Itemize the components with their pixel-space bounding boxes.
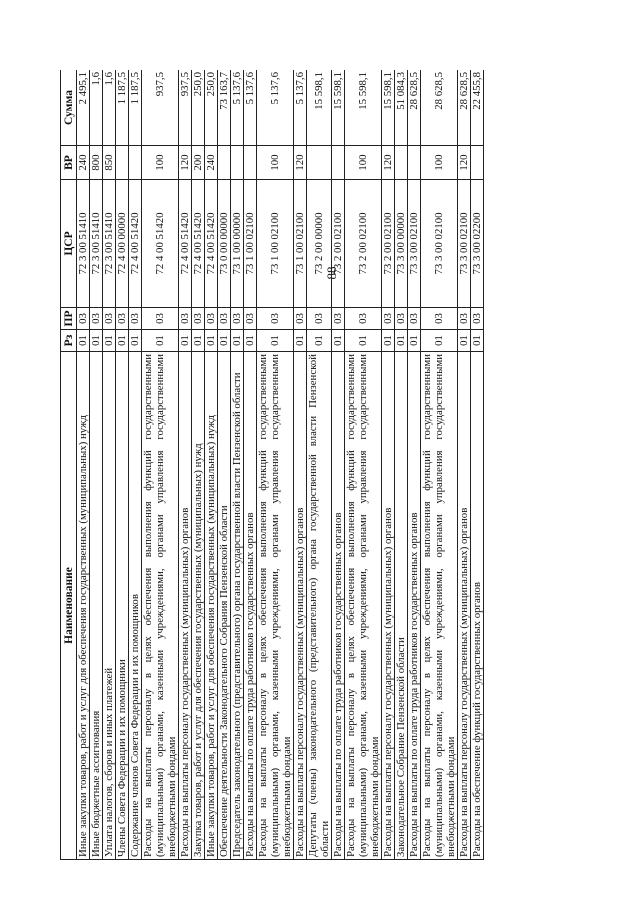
row-vr: 850 bbox=[103, 146, 116, 180]
row-csr: 72 3 00 51410 bbox=[90, 180, 103, 308]
row-vr bbox=[471, 146, 484, 180]
table-row bbox=[471, 70, 484, 860]
row-sum: 73 163,7 bbox=[218, 70, 231, 146]
row-pr: 03 bbox=[382, 308, 395, 330]
row-name: Иные закупки товаров, работ и услуг для обеспечения государственных (муниципальных) нужд bbox=[205, 352, 218, 860]
row-csr: 73 3 00 02100 bbox=[408, 180, 421, 308]
row-pr: 03 bbox=[205, 308, 218, 330]
row-vr: 200 bbox=[192, 146, 205, 180]
row-pr: 03 bbox=[116, 308, 129, 330]
row-name: Законодательное Собрание Пензенской области bbox=[395, 352, 408, 860]
row-name: Иные бюджетные ассигнования bbox=[90, 352, 103, 860]
table-rotation bbox=[60, 70, 560, 860]
row-vr bbox=[408, 146, 421, 180]
row-rz: 01 bbox=[458, 330, 471, 352]
row-name: Расходы на обеспечение функций государственных органов bbox=[471, 352, 484, 860]
row-rz: 01 bbox=[307, 330, 332, 352]
row-rz: 01 bbox=[421, 330, 458, 352]
row-sum: 1,6 bbox=[103, 70, 116, 146]
row-name: Расходы на выплаты по оплате труда работников государственных органов bbox=[244, 352, 257, 860]
row-rz: 01 bbox=[345, 330, 382, 352]
table-row bbox=[116, 70, 129, 860]
row-name: Расходы на выплаты персоналу в целях обеспечения выполнения функций государственными (муниципальными) органами, казенными учреждениями, органами управления государственными внебюджетными фондами bbox=[257, 352, 294, 860]
row-csr: 73 0 00 00000 bbox=[218, 180, 231, 308]
table-header-row bbox=[61, 70, 77, 860]
row-vr: 100 bbox=[345, 146, 382, 180]
row-rz: 01 bbox=[192, 330, 205, 352]
row-pr: 03 bbox=[231, 308, 244, 330]
row-rz: 01 bbox=[179, 330, 192, 352]
row-pr: 03 bbox=[192, 308, 205, 330]
row-sum: 15 598,1 bbox=[382, 70, 395, 146]
row-name: Иные закупки товаров, работ и услуг для обеспечения государственных (муниципальных) нужд bbox=[77, 352, 90, 860]
table-row bbox=[192, 70, 205, 860]
row-sum: 1,6 bbox=[90, 70, 103, 146]
row-rz: 01 bbox=[231, 330, 244, 352]
table-row bbox=[77, 70, 90, 860]
row-vr bbox=[218, 146, 231, 180]
row-csr: 72 3 00 51410 bbox=[77, 180, 90, 308]
row-vr: 120 bbox=[382, 146, 395, 180]
row-name: Расходы на выплаты персоналу государственных (муниципальных) органов bbox=[179, 352, 192, 860]
table-row bbox=[103, 70, 116, 860]
row-rz: 01 bbox=[471, 330, 484, 352]
table-row bbox=[231, 70, 244, 860]
row-csr: 73 2 00 00000 bbox=[307, 180, 332, 308]
row-rz: 01 bbox=[77, 330, 90, 352]
row-sum: 937,5 bbox=[142, 70, 179, 146]
row-csr: 73 2 00 02100 bbox=[332, 180, 345, 308]
row-pr: 03 bbox=[332, 308, 345, 330]
row-rz: 01 bbox=[129, 330, 142, 352]
row-csr: 72 4 00 00000 bbox=[116, 180, 129, 308]
row-sum: 5 137,6 bbox=[244, 70, 257, 146]
row-rz: 01 bbox=[257, 330, 294, 352]
row-sum: 937,5 bbox=[179, 70, 192, 146]
row-rz: 01 bbox=[116, 330, 129, 352]
row-csr: 73 1 00 02100 bbox=[294, 180, 307, 308]
row-name: Расходы на выплаты персоналу государственных (муниципальных) органов bbox=[382, 352, 395, 860]
table-row bbox=[257, 70, 294, 860]
row-sum: 250,0 bbox=[205, 70, 218, 146]
row-sum: 15 598,1 bbox=[332, 70, 345, 146]
row-pr: 03 bbox=[129, 308, 142, 330]
row-vr bbox=[231, 146, 244, 180]
row-name: Уплата налогов, сборов и иных платежей bbox=[103, 352, 116, 860]
row-rz: 01 bbox=[205, 330, 218, 352]
row-vr bbox=[332, 146, 345, 180]
row-pr: 03 bbox=[421, 308, 458, 330]
row-pr: 03 bbox=[408, 308, 421, 330]
row-name: Расходы на выплаты персоналу в целях обеспечения выполнения функций государственными (муниципальными) органами, казенными учреждениями, органами управления государственными внебюджетными фондами bbox=[142, 352, 179, 860]
row-sum: 1 187,5 bbox=[116, 70, 129, 146]
row-csr: 73 1 00 02100 bbox=[257, 180, 294, 308]
row-vr: 240 bbox=[77, 146, 90, 180]
row-sum: 1 187,5 bbox=[129, 70, 142, 146]
row-name: Расходы на выплаты персоналу государственных (муниципальных) органов bbox=[458, 352, 471, 860]
header-name: Наименование bbox=[61, 352, 77, 860]
table-row bbox=[332, 70, 345, 860]
row-sum: 28 628,5 bbox=[458, 70, 471, 146]
table-row bbox=[90, 70, 103, 860]
table-row bbox=[395, 70, 408, 860]
table-row bbox=[458, 70, 471, 860]
row-vr: 120 bbox=[294, 146, 307, 180]
page-number: 88 bbox=[324, 266, 339, 280]
row-vr bbox=[244, 146, 257, 180]
row-csr: 73 1 00 02100 bbox=[244, 180, 257, 308]
row-name: Председатель законодательного (представительного) органа государственной власти Пензенской области bbox=[231, 352, 244, 860]
row-pr: 03 bbox=[103, 308, 116, 330]
row-name: Закупка товаров, работ и услуг для обеспечения государственных (муниципальных) нужд bbox=[192, 352, 205, 860]
row-vr: 120 bbox=[179, 146, 192, 180]
row-csr: 72 3 00 51410 bbox=[103, 180, 116, 308]
row-pr: 03 bbox=[77, 308, 90, 330]
row-rz: 01 bbox=[294, 330, 307, 352]
row-csr: 73 2 00 02100 bbox=[345, 180, 382, 308]
row-name: Депутаты (члены) законодательного (представительного) органа государственной власти Пензенской области bbox=[307, 352, 332, 860]
row-vr: 800 bbox=[90, 146, 103, 180]
row-rz: 01 bbox=[142, 330, 179, 352]
row-csr: 72 4 00 51420 bbox=[205, 180, 218, 308]
row-pr: 03 bbox=[345, 308, 382, 330]
row-vr bbox=[116, 146, 129, 180]
row-rz: 01 bbox=[244, 330, 257, 352]
budget-table bbox=[60, 70, 484, 860]
row-name: Расходы на выплаты персоналу в целях обеспечения выполнения функций государственными (муниципальными) органами, казенными учреждениями, органами управления государственными внебюджетными фондами bbox=[421, 352, 458, 860]
row-pr: 03 bbox=[395, 308, 408, 330]
row-name: Члены Совета Федерации и их помощники bbox=[116, 352, 129, 860]
row-vr bbox=[129, 146, 142, 180]
row-sum: 15 598,1 bbox=[307, 70, 332, 146]
row-pr: 03 bbox=[458, 308, 471, 330]
row-csr: 73 2 00 02100 bbox=[382, 180, 395, 308]
table-row bbox=[129, 70, 142, 860]
row-vr bbox=[307, 146, 332, 180]
row-sum: 5 137,6 bbox=[294, 70, 307, 146]
table-row bbox=[408, 70, 421, 860]
row-pr: 03 bbox=[218, 308, 231, 330]
row-sum: 15 598,1 bbox=[345, 70, 382, 146]
row-sum: 28 628,5 bbox=[408, 70, 421, 146]
row-csr: 73 3 00 02100 bbox=[458, 180, 471, 308]
row-name: Содержание членов Совета Федерации и их помощников bbox=[129, 352, 142, 860]
row-name: Расходы на выплаты персоналу государственных (муниципальных) органов bbox=[294, 352, 307, 860]
header-csr: ЦСР bbox=[61, 180, 77, 308]
row-sum: 5 137,6 bbox=[257, 70, 294, 146]
row-rz: 01 bbox=[408, 330, 421, 352]
header-vr: ВР bbox=[61, 146, 77, 180]
table-row bbox=[244, 70, 257, 860]
row-pr: 03 bbox=[307, 308, 332, 330]
row-csr: 73 3 00 02200 bbox=[471, 180, 484, 308]
table-row bbox=[142, 70, 179, 860]
header-pr: ПР bbox=[61, 308, 77, 330]
row-pr: 03 bbox=[142, 308, 179, 330]
row-vr: 100 bbox=[142, 146, 179, 180]
row-sum: 2 495,1 bbox=[77, 70, 90, 146]
row-sum: 28 628,5 bbox=[421, 70, 458, 146]
row-pr: 03 bbox=[471, 308, 484, 330]
row-sum: 51 084,3 bbox=[395, 70, 408, 146]
rotated-table-wrapper bbox=[60, 70, 560, 860]
table-row bbox=[205, 70, 218, 860]
row-csr: 72 4 00 51420 bbox=[142, 180, 179, 308]
row-vr: 100 bbox=[421, 146, 458, 180]
row-csr: 72 4 00 51420 bbox=[192, 180, 205, 308]
row-rz: 01 bbox=[332, 330, 345, 352]
table-row bbox=[345, 70, 382, 860]
row-name: Расходы на выплаты по оплате труда работников государственных органов bbox=[332, 352, 345, 860]
row-name: Обеспечение деятельности Законодательного Собрания Пензенской области bbox=[218, 352, 231, 860]
row-sum: 22 455,8 bbox=[471, 70, 484, 146]
row-rz: 01 bbox=[103, 330, 116, 352]
row-rz: 01 bbox=[90, 330, 103, 352]
table-row bbox=[294, 70, 307, 860]
row-csr: 72 4 00 51420 bbox=[179, 180, 192, 308]
row-rz: 01 bbox=[218, 330, 231, 352]
table-row bbox=[307, 70, 332, 860]
row-pr: 03 bbox=[257, 308, 294, 330]
row-csr: 73 3 00 02100 bbox=[421, 180, 458, 308]
row-pr: 03 bbox=[90, 308, 103, 330]
row-csr: 72 4 00 51420 bbox=[129, 180, 142, 308]
row-pr: 03 bbox=[244, 308, 257, 330]
row-rz: 01 bbox=[382, 330, 395, 352]
row-vr: 240 bbox=[205, 146, 218, 180]
row-sum: 250,0 bbox=[192, 70, 205, 146]
table-row bbox=[421, 70, 458, 860]
row-vr: 120 bbox=[458, 146, 471, 180]
row-name: Расходы на выплаты персоналу в целях обеспечения выполнения функций государственными (муниципальными) органами, казенными учреждениями, органами управления государственными внебюджетными фондами bbox=[345, 352, 382, 860]
row-pr: 03 bbox=[294, 308, 307, 330]
row-vr bbox=[395, 146, 408, 180]
header-sum: Сумма bbox=[61, 70, 77, 146]
row-csr: 73 1 00 00000 bbox=[231, 180, 244, 308]
row-rz: 01 bbox=[395, 330, 408, 352]
row-csr: 73 3 00 00000 bbox=[395, 180, 408, 308]
header-rz: Рз bbox=[61, 330, 77, 352]
table-row bbox=[382, 70, 395, 860]
row-name: Расходы на выплаты по оплате труда работников государственных органов bbox=[408, 352, 421, 860]
row-sum: 5 137,6 bbox=[231, 70, 244, 146]
table-row bbox=[179, 70, 192, 860]
row-vr: 100 bbox=[257, 146, 294, 180]
table-row bbox=[218, 70, 231, 860]
row-pr: 03 bbox=[179, 308, 192, 330]
